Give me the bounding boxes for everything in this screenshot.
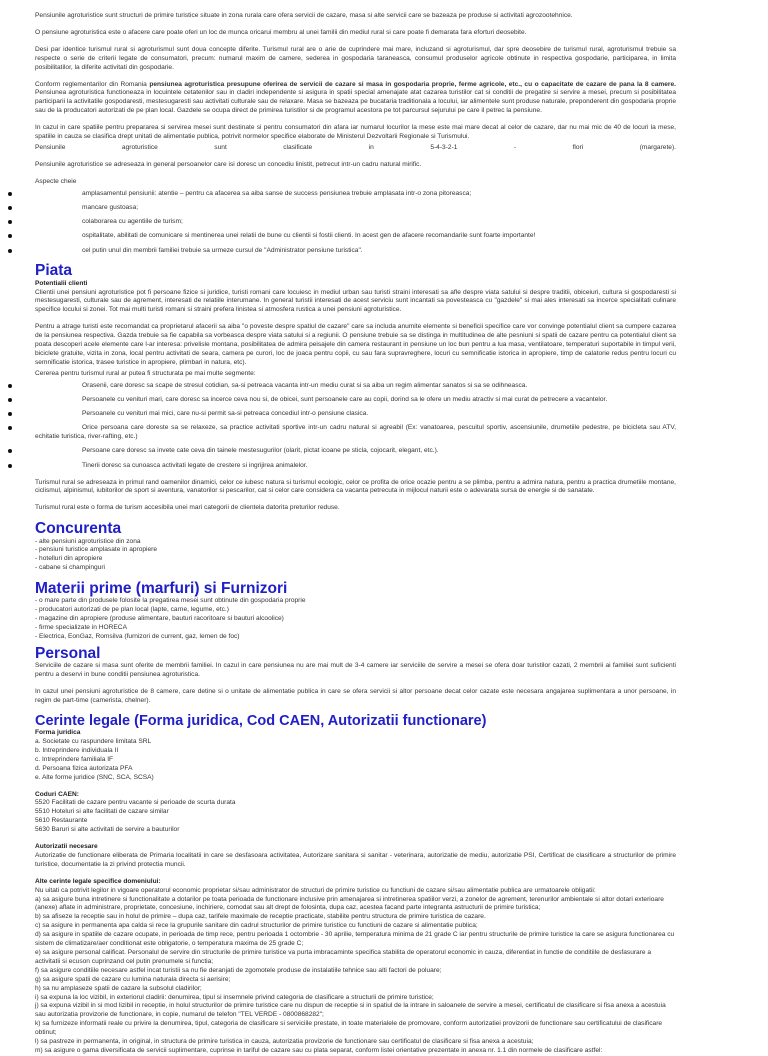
- list-item: e) sa asigure personal calificat. Personalul de servire din structurile de primire turistice va purta imbracaminte specifica stabilita de operatorul economic in cauza, diferentiat in functie de conditiile de desfasurare a activitatii si ecuson cuprinzand cel putin prenumele si functia;: [35, 949, 652, 965]
- list-item: l) sa pastreze in permanenta, in original, in structura de primire turistica in cauza, autorizatia provizorie de functionare sau certificatul de clasificare si fisa anexa a acestuia;: [35, 1038, 534, 1046]
- bullet-icon: [8, 384, 12, 388]
- list-item: c) sa asigure in permanenta apa calda si rece la grupurile sanitare din cadrul structurilor de primire turistice cu functiuni de cazare si alimentatie publica;: [35, 922, 478, 930]
- list-item: i) sa expuna la loc vizibil, in exteriorul cladirii: denumirea, tipul si insemnele privind categoria de clasificare a structurii de primire turistice;: [35, 993, 434, 1001]
- bullet-icon: [8, 449, 12, 453]
- list-item: b. Intreprindere individuala II: [35, 746, 119, 754]
- list-item: 5630 Baruri si alte activitati de servire a bauturilor: [35, 826, 180, 834]
- list-item: j) sa expuna vizibil in si mod lizibil in receptie, in holul structurilor de primire turistice care nu dispun de receptie si in spatiul de la intrare in saloanele de servire a mesei, certificatul de clasificare si fisa anexa a acestuia sau autorizatia provizorie de functionare, in copie, numarul de telefon "TEL VERDE - 0800868282";: [35, 1002, 666, 1019]
- segment-text: Orasenii, care doresc sa scape de stresul cotidian, sa-si petreaca vacanta intr-un mediu curat si sa aiba un regim alimentar sanatos si sa se odihneasca.: [82, 381, 528, 389]
- list-item: [35, 410, 676, 419]
- intro-paragraph-1: Pensiunile agroturistice sunt structuri de primire turistice situate in zona rurala care ofera servicii de cazare, masa si alte servicii care se bazeaza pe produse si activitati agrozootehnice.: [35, 12, 573, 19]
- list-item: - magazine din apropiere (produse alimentare, bauturi racoritoare si bauturi alcoolice): [35, 615, 284, 623]
- caen-codes-list: [35, 799, 676, 835]
- piata-paragraph-1: Clientii unei pensiuni agroturistice pot fi persoane fizice si juridice, turisti romani care locuiesc in mediul urban sau turisti straini interesati sa afle despre viata satului si despre traditii, obiceiuri, cultura si gospodaresti si mestesugaresti, culturale sau de agrement, interesati de relatiile interumane. In general turistii interesati de acest serviciu sunt incantati sa povesteasca cu "gazdele" si mai ales interesati sa incerce specialitati culinare specifice locului si zonei. Tot mai multi turisti romani si straini prefera linistea si atmosfera rustica a unei pensiuni agroturistice.: [35, 288, 676, 314]
- segment-text: Orice persoana care doreste sa se relaxeze, sa practice activitati sportive intr-un cadru natural si agreabil (Ex: vanatoarea, pescuitul sportiv, ascensiunile, drumetiile pedestre, pe bicicleta sau ATV, echitatie turistica, river-rafting, etc.): [35, 424, 676, 441]
- alte-cerinte-title: Alte cerinte legale specifice domeniului:: [35, 877, 161, 885]
- list-item: - cabane si champinguri: [35, 564, 106, 572]
- piata-paragraph-3: Cererea pentru turismul rural ar putea fi structurata pe mai multe segmente:: [35, 369, 256, 377]
- potential-clients-subheading: Potentialii clienti: [35, 279, 88, 287]
- list-item: 5520 Facilitati de cazare pentru vacante si perioade de scurta durata: [35, 799, 236, 807]
- intro-paragraph-7: Pensiunile agroturistice se adreseaza in general persoanelor care isi doresc un concediu linistit, petrecut intr-un cadru natural mirific.: [35, 160, 422, 168]
- aspect-text: amplasamentul pensiunii: atentie – pentru ca afacerea sa aiba sanse de success pensiunea trebuie amplasata intr-o zona pitoreasca;: [82, 189, 472, 197]
- list-item: [35, 462, 676, 471]
- list-item: a. Societate cu raspundere limitata SRL: [35, 737, 152, 745]
- piata-paragraph-5: Turismul rural este o forma de turism accesibila unei mari categorii de clientela datorita preturilor reduse.: [35, 504, 340, 512]
- list-item: [35, 447, 676, 456]
- segment-text: Persoanele cu venituri mari, care doresc sa incerce ceva nou si, de obicei, sunt persoanele care au copii, dorind sa le ofere un mediu atractiv si mai curat de petrecere a vacantelor.: [82, 395, 608, 403]
- intro-paragraph-5: In cazul in care spatiile pentru prepararea si servirea mesei sunt destinate si pentru consumatori din afara iar numarul locurilor la mese este mai mare decat al celor de cazare, dar nu mai mic de 40 de locuri la mese, spatiile in cauza se clasifica drept unitati de alimentatie publica, potrivit normelor specifice elaborate de Ministerul Dezvoltarii Regionale si Turismului.: [35, 124, 676, 141]
- list-item: 5610 Restaurante: [35, 817, 88, 825]
- list-item: [35, 204, 676, 213]
- alte-cerinte-intro: Nu uitati ca potrivit legilor in vigoare operatorul economic proprietar si/sau administrator de structuri de primire turistice cu functiuni de cazare si/sau alimentatie publica are urmatoarele obligatii:: [35, 886, 596, 894]
- competitors-list: [35, 538, 676, 574]
- bullet-icon: [8, 426, 12, 430]
- list-item: [35, 424, 676, 442]
- list-item: - alte pensiuni agroturistice din zona: [35, 537, 141, 545]
- autorizatii-title: Autorizatii necesare: [35, 843, 98, 851]
- legal-forms-list: [35, 738, 676, 783]
- intro-paragraph-2: O pensiune agroturistica este o afacere care poate oferi un loc de munca oricarui membru al unei familii din mediul rural si care poate fi demarata fara eforturi deosebite.: [35, 28, 527, 36]
- autorizatii-text: Autorizatie de functionare eliberata de Primaria localitatii in care se desfasoara activitatea, Autorizare sanitara si sanitar - veterinara, autorizatie de mediu, autorizatie PSI, Certificat de clasificare a structurilor de primire turistice, documentatie la zi privind protectia muncii.: [35, 851, 676, 868]
- list-item: - o mare parte din produsele folosite la pregatirea mesei sunt obtinute din gospodaria proprie: [35, 597, 306, 605]
- aspect-text: ospitalitate, abilitati de comunicare si mentinerea unei relatii de bune cu clientii si fostii clienti. In acest gen de afacere recomandarile sunt foarte importante!: [82, 232, 536, 240]
- list-item: [35, 232, 676, 241]
- list-item: [35, 396, 676, 405]
- list-item: a) sa asigure buna intretinere si functionalitate a dotarilor pe toata perioada de functionare inclusive prin amenajarea si intretinerea spatiilor verzi, a zonelor de agrement, terenurilor ambientale si altor dotari exterioare (anexe) aflate in administrare, proprietate, concesiune, inchiriere, comodat sau alt drept de folosinta, dupa caz, acestea facand parte integranta astructurii de primire turistica;: [35, 895, 664, 912]
- aspects-list: [35, 190, 676, 256]
- intro-paragraph-3: Desi par identice turismul rural si agroturismul sunt doua concepte diferite. Turismul rural are o arie de cuprindere mai mare, incluzand si agroturismul, dar spre deosebire de turismul rural, agroturismul trebuie sa respecte o serie de criterii legate de consumatori, precum: numarul maxim de camere, sederea in gospodaria taraneasca, consumul produselor agricole obtinute in respectiva gospodarie, participarea, in limita posibilitatilor, la diferite activitati din gospodarie.: [35, 45, 676, 71]
- intro-paragraph-6: Pensiunile agroturistice sunt clasificate in 5-4-3-2-1 - flori (margarete).: [35, 143, 676, 151]
- suppliers-list: [35, 597, 676, 642]
- list-item: - hotelluri din apropiere: [35, 555, 103, 563]
- list-item: [35, 382, 676, 391]
- list-item: h) sa nu amplaseze spatii de cazare la subsolul cladirilor;: [35, 984, 202, 992]
- personal-paragraph-2: In cazul unei pensiuni agroturistice de 8 camere, care detine si o unitate de alimentatie publica in care se ofera servicii si altor persoane decat celor cazate este necesara angajarea suplimentara a unor persoane, in regim de part-time (camerista, chelner).: [35, 688, 676, 704]
- bullet-icon: [8, 234, 12, 238]
- caen-title: Coduri CAEN:: [35, 790, 79, 798]
- piata-paragraph-2: Pentru a atrage turisti este recomandat ca proprietarul afacerii sa aiba "o poveste despre spatiul de cazare" care sa includa anumite elemente si beneficii specifice care vor convinge potentialul client sa cumpere cazarea de la pensiunea respectiva. Gazda trebuie sa fie capabila sa vorbeasca despre viata satului si a regiunii. O pensiune trebuie sa se distinga in multitudinea de alte pesniuni si spatii de cazare pentru ca potentialul client sa poata descoperi acele elemente care l-ar interesa: privelisle montana, posibilitatea de admira peisajele din camera restaurant in pensiune un loc bun pentru a lua masa, ventilatoare, temperaturi suportabile in timpul verii, biciclete gratuite, vizita in zona, local pentru activitati de seara, camera pe curori, loc de joaca pentru copii, cu sau fara supravreghere, locuri cu semnificatie istorica in apropiere, timp de calatorie redus pentru locuri cu semnificatie istorica, trasee turistice in apropiere, plimbari in natura, etc).: [35, 323, 676, 366]
- aspect-text: colaborarea cu agentiile de turism;: [82, 218, 183, 226]
- segments-list: [35, 382, 676, 471]
- cerinte-heading: Cerinte legale (Forma juridica, Cod CAEN, Autorizatii functionare): [35, 712, 487, 729]
- intro-p4-bold: pensiunea agroturistica presupune oferirea de servicii de cazare si masa in gospodaria proprie, ferme agricole, etc., cu o capacitate de cazare de pana la 8 camere.: [149, 80, 676, 88]
- list-item: [35, 218, 676, 227]
- list-item: k) sa furnizeze informatii reale cu privire la denumirea, tipul, categoria de clasificare si serviciile prestate, in toate materialele de promovare, conform autorizatiei provizorii de functionare sau certificatului de clasificare obtinut;: [35, 1020, 663, 1037]
- bullet-icon: [8, 220, 12, 224]
- materii-heading: Materii prime (marfuri) si Furnizori: [35, 580, 288, 598]
- intro-p4-rest: Pensiunea agroturistica functioneaza in locuintele cetatenilor sau in cladiri independente si asigura in spatii special amenajate atat cazarea turistilor cat si conditii de pregatire si servire a mesei, precum si posibilitatea participarii la activitatile gospodaresti, mestesugaresti sau activitati culturale sau de relaxare. Masa se bazeaza pe bucataria traditionala a locului, iar alimentele sunt produse naturale, preponderent din gospodaria proprie sau de la producatori autorizati de pe plan local. Gazdele se ocupa direct de primirea turistilor si de programul acestora pe tot parcursul sejurului pe care il petrec la pensiune.: [35, 89, 676, 115]
- segment-text: Tinerii doresc sa cunoasca activitati legate de crestere si ingrijirea animalelor.: [82, 461, 308, 469]
- aspect-text: mancare gustoasa;: [82, 203, 139, 211]
- intro-paragraph-4: [35, 81, 676, 117]
- list-item: [35, 247, 676, 256]
- list-item: m) sa asigure o gama diversificata de servicii suplimentare, cuprinse in tariful de cazare sau cu plata separat, conform listei orientative prezentate in anexa nr. 1.1 din normele de clasificare astfel:: [35, 1046, 603, 1054]
- list-item: e. Alte forme juridice (SNC, SCA, SCSA): [35, 773, 154, 781]
- personal-heading: Personal: [35, 644, 101, 662]
- list-item: g) sa asigure spatii de cazare cu lumina naturala directa si aerisire;: [35, 975, 231, 983]
- list-item: b) sa afiseze la receptie sau in holul de primire – dupa caz, tarifele maximale de receptie practicate, stabilite pentru structura de primire turistica de cazare.: [35, 913, 486, 921]
- bullet-icon: [8, 464, 12, 468]
- forma-juridica-title: Forma juridica: [35, 729, 81, 737]
- aspect-text: cel putin unul din membrii familiei trebuie sa urmeze cursul de "Administrator pensiune turistica".: [82, 246, 363, 254]
- concurenta-heading: Concurenta: [35, 520, 122, 538]
- obligations-list: [35, 896, 676, 1056]
- bullet-icon: [8, 249, 12, 253]
- piata-heading: Piata: [35, 262, 73, 280]
- list-item: - producatori autorizati de pe plan local (lapte, carne, legume, etc.): [35, 606, 229, 614]
- bullet-icon: [8, 398, 12, 402]
- personal-paragraph-1: Serviciile de cazare si masa sunt oferite de membrii familiei. In cazul in care pensiunea nu are mai mult de 3-4 camere iar serviciile de servire a mesei se ofera doar turistilor cazati, 2 membrii ai familiei sunt suficienti pentru a deservi in bune conditii pensiunea agroturistica.: [35, 662, 676, 679]
- intro-p4-lead: Conform reglementarilor din Romania: [35, 80, 150, 88]
- segment-text: Persoanele cu venituri mai mici, care nu-si permit sa-si petreaca concediul intr-o pensiune clasica.: [82, 410, 369, 418]
- segment-text: Persoane care doresc sa invete cate ceva din tainele mestesugurilor (olarit, pictat icoane pe sticla, cojocarit, elegant, etc.).: [82, 447, 439, 455]
- piata-paragraph-4: Turismul rural se adreseaza in primul rand oamenilor dinamici, celor ce iubesc natura si turismul ecologic, celor ce profita de orice ocazie pentru a se plimba, pentru a admira natura, pentru a practica drumetiile montane, ciclismul, alpinismul, iubitorilor de sport si aventura, vanatorilor si pescarilor, cat si celor care considera ca vacanta petrecuta in mijlocul naturii este o adevarata sursa de energie si de sanatate.: [35, 478, 676, 495]
- list-item: f) sa asigure conditiile necesare astfel incat turistii sa nu fie deranjati de zgomotele produse de instalatiile tehnice sau alti factori de poluare;: [35, 966, 442, 974]
- list-item: 5510 Hoteluri si alte facilitati de cazare similar: [35, 808, 169, 816]
- bullet-icon: [8, 412, 12, 416]
- bullet-icon: [8, 206, 12, 210]
- list-item: - Electrica, EonGaz, Romsilva (furnizori de current, gaz, lemen de foc): [35, 633, 240, 641]
- list-item: - firme specializate in HORECA: [35, 624, 127, 632]
- bullet-icon: [8, 192, 12, 196]
- document-body: [35, 12, 676, 1056]
- aspects-title: Aspecte cheie: [35, 177, 77, 185]
- list-item: [35, 190, 676, 199]
- list-item: - pensiuni turistice amplasate in apropiere: [35, 546, 158, 554]
- list-item: d) sa asigure in spatiile de cazare ocupate, in perioada de timp rece, pentru perioada 1 octombrie - 30 aprilie, temperatura minima de 21 grade C iar pentru structurile de primire turistice la care se asigura functionarea cu sistem de climatizare/aer conditionat este obligatorie, o temperatura maxima de 25 grade C;: [35, 931, 675, 948]
- list-item: d. Persoana fizica autorizata PFA: [35, 764, 133, 772]
- list-item: c. Intreprindere familiala IF: [35, 755, 114, 763]
